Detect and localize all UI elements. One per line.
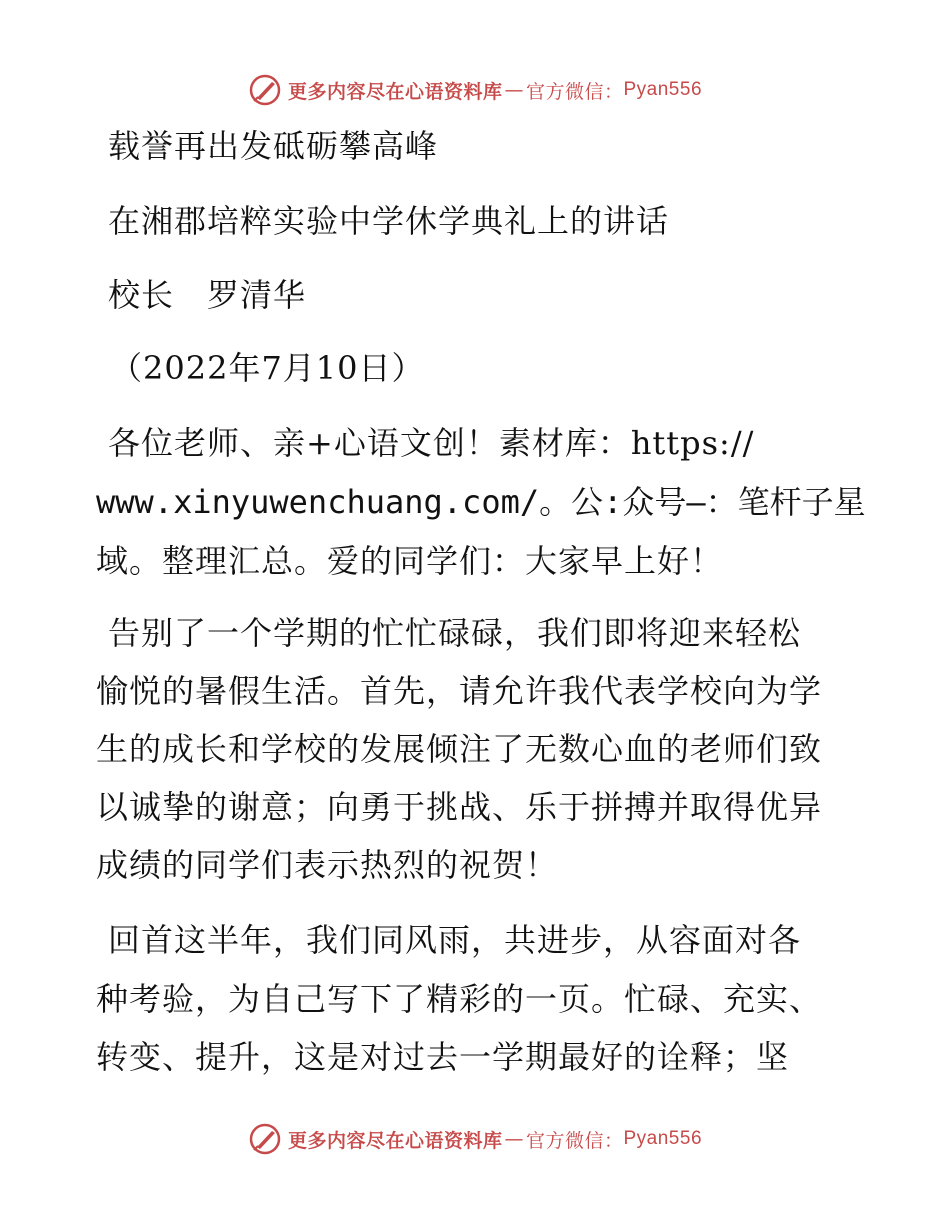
- paragraph-2-line-1: 告别了一个学期的忙忙碌碌，我们即将迎来轻松: [108, 614, 802, 652]
- paragraph-1-line-2: www.xinyuwenchuang.com/。公:众号—：笔杆子星: [96, 483, 866, 521]
- document-title: 载誉再出发砥砺攀高峰: [108, 127, 439, 165]
- watermark-dash: —: [504, 79, 524, 101]
- paragraph-2-line-2: 愉悦的暑假生活。首先，请允许我代表学校向为学: [96, 672, 823, 710]
- paragraph-3-line-2: 种考验，为自己写下了精彩的一页。忙碌、充实、: [96, 980, 823, 1018]
- document-date: （2022年7月10日）: [110, 349, 425, 387]
- watermark-sub-text: 官方微信：: [525, 1129, 624, 1152]
- paragraph-3-line-1: 回首这半年，我们同风雨，共进步，从容面对各: [108, 921, 802, 959]
- paragraph-2-line-3: 生的成长和学校的发展倾注了无数心血的老师们致: [96, 730, 823, 768]
- paragraph-3-line-3: 转变、提升，这是对过去一学期最好的诠释；坚: [96, 1038, 790, 1076]
- document-subtitle: 在湘郡培粹实验中学休学典礼上的讲话: [108, 202, 670, 240]
- paragraph-2-line-4: 以诚挚的谢意；向勇于挑战、乐于拼搏并取得优异: [96, 788, 823, 826]
- paragraph-2-line-5: 成绩的同学们表示热烈的祝贺！: [96, 846, 559, 884]
- footer-watermark: [0, 1119, 950, 1159]
- quill-pen-logo-icon: [248, 73, 282, 107]
- watermark-brand-text: 更多内容尽在心语资料库: [287, 1129, 503, 1152]
- paragraph-1-line-1: 各位老师、亲+心语文创！素材库：https://: [108, 424, 755, 462]
- paragraph-1-line-3: 域。整理汇总。爱的同学们：大家早上好！: [96, 542, 724, 580]
- watermark-dash: —: [504, 1128, 524, 1150]
- watermark-brand-text: 更多内容尽在心语资料库: [287, 80, 503, 103]
- quill-pen-logo-icon: [248, 1122, 282, 1156]
- document-author: 校长 罗清华: [108, 276, 307, 314]
- watermark-sub-text: 官方微信：: [525, 80, 624, 103]
- watermark-wechat-id: Pyan556: [623, 1128, 703, 1149]
- watermark-wechat-id: Pyan556: [623, 79, 703, 100]
- header-watermark: [0, 70, 950, 110]
